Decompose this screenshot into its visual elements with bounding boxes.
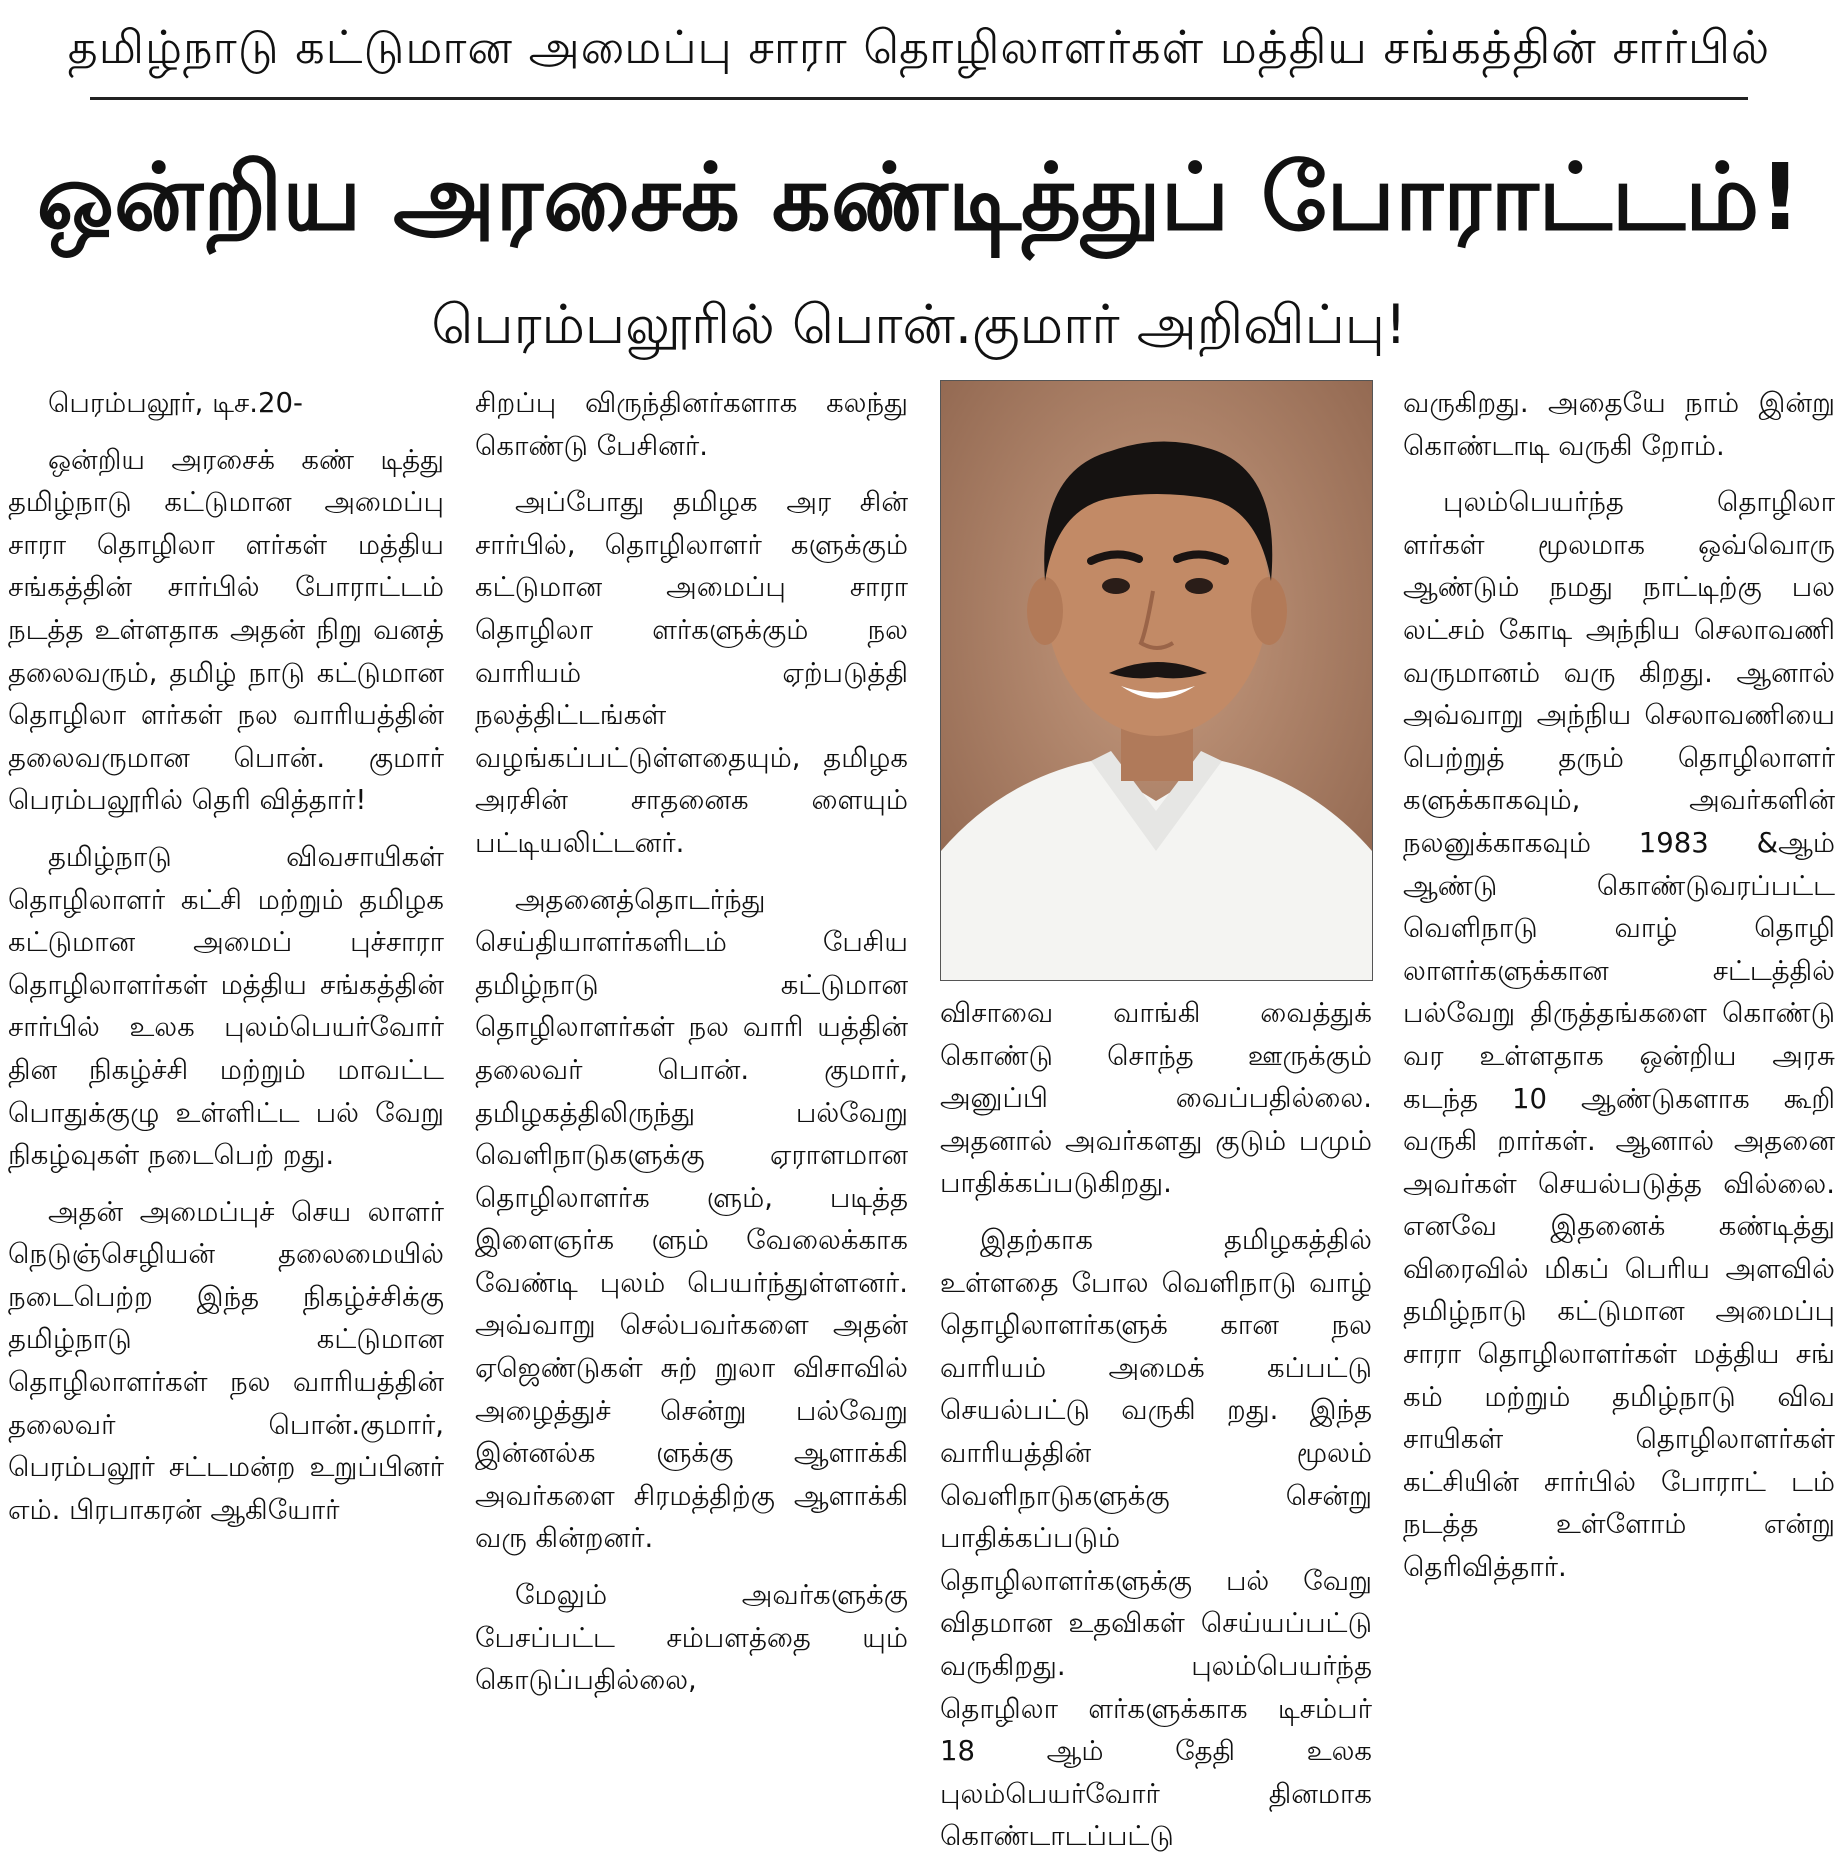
subheadline: பெரம்பலூரில் பொன்.குமார் அறிவிப்பு! (431, 293, 1407, 356)
paragraph: புலம்பெயர்ந்த தொழிலா ளர்கள் மூலமாக ஒவ்வொரு ஆண்டும் நமது நாட்டிற்கு பல லட்சம் கோடி அந்நிய செலாவணி வருமானம் வரு கிறது. ஆனால் அவ்வாறு அந்நிய செலாவணியை பெற்றுத் தரும் தொழிலாளர் களுக்காகவும், அவர்களின் நலனுக்காகவும் 1983 &ஆம் ஆண்டு கொண்டுவரப்பட்ட வெளிநாடு வாழ் தொழி லாளர்களுக்கான சட்டத்தில் பல்வேறு திருத்தங்களை கொண்டு வர உள்ளதாக ஒன்றிய அரசு கடந்த 10 ஆண்டுகளாக கூறி வருகி றார்கள். ஆனால் அதனை அவர்கள் செயல்படுத்த வில்லை. எனவே இதனைக் கண்டித்து விரைவில் மிகப் பெரிய அளவில் தமிழ்நாடு கட்டுமான அமைப்பு சாரா தொழிலாளர்கள் மத்திய சங் கம் மற்றும் தமிழ்நாடு விவ சாயிகள் தொழிலாளர்கள் கட்சியின் சார்பில் போராட் டம் நடத்த உள்ளோம் என்று தெரிவித்தார். (1403, 486, 1835, 1584)
paragraph: தமிழ்நாடு விவசாயிகள் தொழிலாளர் கட்சி மற்றும் தமிழக கட்டுமான அமைப் புச்சாரா தொழிலாளர்கள் மத்திய சங்கத்தின் சார்பில் உலக புலம்பெயர்வோர் தின நிகழ்ச்சி மற்றும் மாவட்ட பொதுக்குழு உள்ளிட்ட பல் வேறு நிகழ்வுகள் நடைபெற் றது. (8, 840, 444, 1172)
paragraph: மேலும் அவர்களுக்கு பேசப்பட்ட சம்பளத்தை யும் கொடுப்பதில்லை, (475, 1579, 908, 1697)
paragraph: சிறப்பு விருந்தினர்களாக கலந்து கொண்டு பேசினர். (475, 387, 908, 462)
dateline: பெரம்பலூர், டிச.20- (48, 387, 303, 419)
article-column-2 (475, 382, 908, 1732)
portrait-photo (940, 380, 1373, 981)
kicker-divider (90, 97, 1748, 100)
kicker-line: தமிழ்நாடு கட்டுமான அமைப்பு சாரா தொழிலாளர்கள் மத்திய சங்கத்தின் சார்பில் (67, 20, 1771, 74)
paragraph: அதன் அமைப்புச் செய லாளர் நெடுஞ்செழியன் தலைமையில் நடைபெற்ற இந்த நிகழ்ச்சிக்கு தமிழ்நாடு கட்டுமான தொழிலாளர்கள் நல வாரியத்தின் தலைவர் பொன்.குமார், பெரம்பலூர் சட்டமன்ற உறுப்பினர் எம். பிரபாகரன் ஆகியோர் (8, 1195, 444, 1526)
paragraph: அப்போது தமிழக அர சின் சார்பில், தொழிலாளர் களுக்கும் கட்டுமான அமைப்பு சாரா தொழிலா ளர்களுக்கும் நல வாரியம் ஏற்படுத்தி நலத்திட்டங்கள் வழங்கப்பட்டுள்ளதையும், தமிழக அரசின் சாதனைக ளையும் பட்டியலிட்டனர். (475, 486, 908, 859)
paragraph: அதனைத்தொடர்ந்து செய்தியாளர்களிடம் பேசிய தமிழ்நாடு கட்டுமான தொழிலாளர்கள் நல வாரி யத்தின் தலைவர் பொன். குமார், தமிழகத்திலிருந்து பல்வேறு வெளிநாடுகளுக்கு ஏராளமான தொழிலாளர்க ளும், படித்த இளைஞர்க ளும் வேலைக்காக வேண்டி புலம் பெயர்ந்துள்ளனர். அவ்வாறு செல்பவர்களை அதன் ஏஜெண்டுகள் சுற் றுலா விசாவில் அழைத்துச் சென்று பல்வேறு இன்னல்க ளுக்கு ஆளாக்கி அவர்களை சிரமத்திற்கு ஆளாக்கி வரு கின்றனர். (475, 883, 908, 1555)
article-column-1 (8, 382, 444, 1732)
portrait-illustration (941, 381, 1372, 980)
paragraph: ஒன்றிய அரசைக் கண் டித்து தமிழ்நாடு கட்டுமான அமைப்பு சாரா தொழிலா ளர்கள் மத்திய சங்கத்தின் சார்பில் போராட்டம் நடத்த உள்ளதாக அதன் நிறு வனத் தலைவரும், தமிழ் நாடு கட்டுமான தொழிலா ளர்கள் நல வாரியத்தின் தலைவருமான பொன். குமார் பெரம்பலூரில் தெரி வித்தார்! (8, 443, 444, 817)
article-column-3 (940, 992, 1372, 1853)
paragraph: வருகிறது. அதையே நாம் இன்று கொண்டாடி வருகி றோம். (1403, 387, 1835, 462)
article-column-4 (1403, 382, 1835, 1732)
paragraph: இதற்காக தமிழகத்தில் உள்ளதை போல வெளிநாடு வாழ் தொழிலாளர்களுக் கான நல வாரியம் அமைக் கப்பட்டு செயல்பட்டு வருகி றது. இந்த வாரியத்தின் மூலம் வெளிநாடுகளுக்கு சென்று பாதிக்கப்படும் தொழிலாளர்களுக்கு பல் வேறு விதமான உதவிகள் செய்யப்பட்டு வருகிறது. புலம்பெயர்ந்த தொழிலா ளர்களுக்காக டிசம்பர் 18 ஆம் தேதி உலக புலம்பெயர்வோர் தினமாக கொண்டாடப்பட்டு (940, 1223, 1372, 1853)
headline: ஒன்றிய அரசைக் கண்டித்துப் போராட்டம்! (36, 144, 1802, 251)
paragraph: விசாவை வாங்கி வைத்துக் கொண்டு சொந்த ஊருக்கும் அனுப்பி வைப்பதில்லை. அதனால் அவர்களது குடும் பமும் பாதிக்கப்படுகிறது. (940, 997, 1372, 1200)
